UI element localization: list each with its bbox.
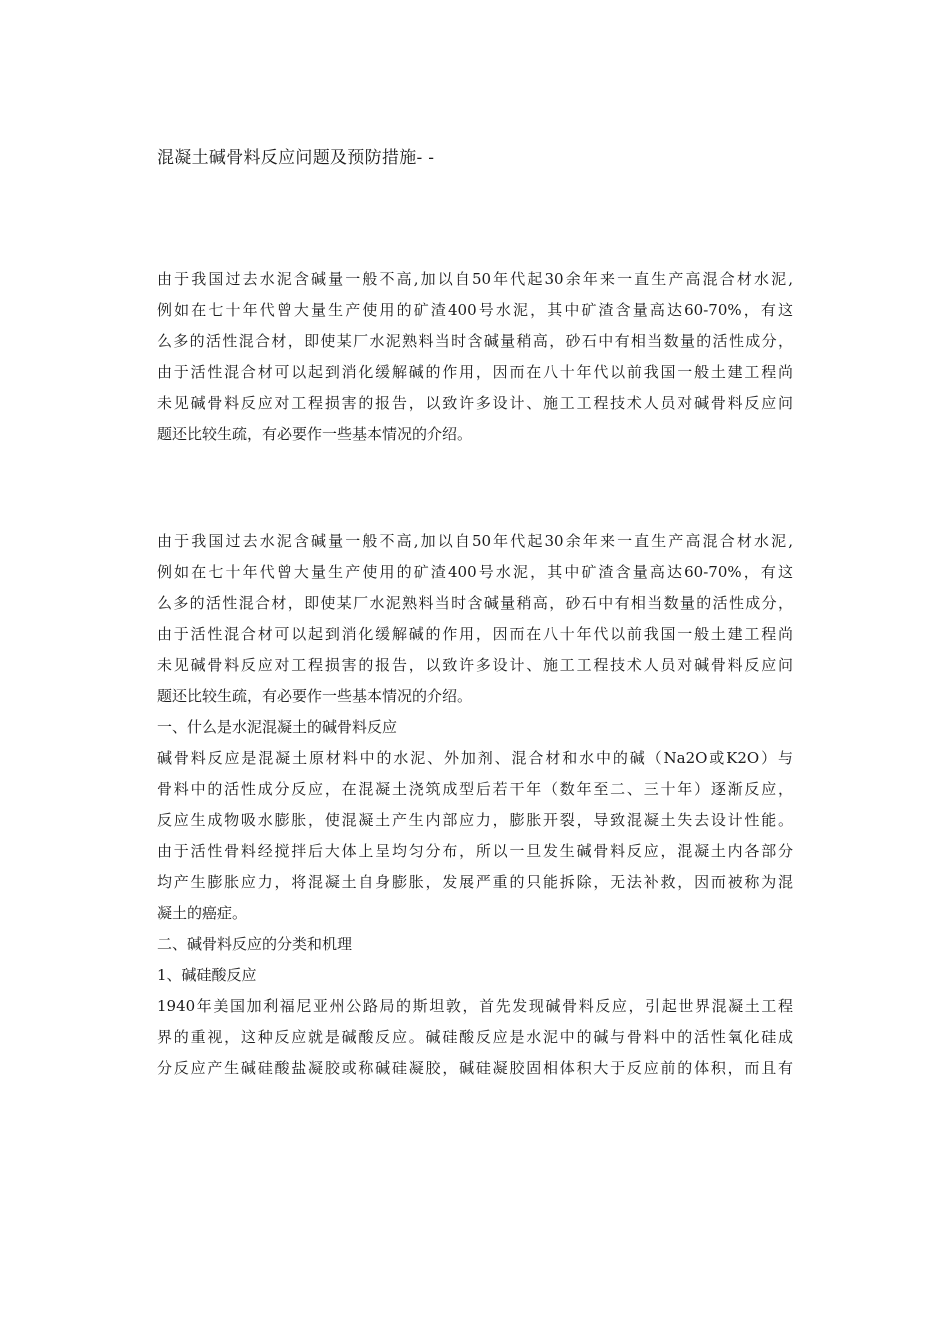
text-line: 由于活性混合材可以起到消化缓解碱的作用，因而在八十年代以前我国一般土建工程尚	[157, 363, 793, 381]
text-line: 例如在七十年代曾大量生产使用的矿渣400号水泥，其中矿渣含量高达60-70%，有这	[157, 301, 793, 319]
text-line: 碱骨料反应是混凝土原材料中的水泥、外加剂、混合材和水中的碱（Na2O或K2O）与	[157, 749, 793, 767]
text-line: 凝土的癌症。	[157, 904, 248, 922]
section-heading-2: 二、碱骨料反应的分类和机理	[157, 935, 353, 953]
text-line: 由于我国过去水泥含碱量一般不高,加以自50年代起30余年来一直生产高混合材水泥,	[157, 270, 793, 288]
text-line: 骨料中的活性成分反应，在混凝土浇筑成型后若干年（数年至二、三十年）逐渐反应，	[157, 780, 793, 798]
text-line: 么多的活性混合材，即使某厂水泥熟料当时含碱量稍高，砂石中有相当数量的活性成分，	[157, 594, 793, 612]
text-line: 题还比较生疏，有必要作一些基本情况的介绍。	[157, 687, 473, 705]
text-line: 么多的活性混合材，即使某厂水泥熟料当时含碱量稍高，砂石中有相当数量的活性成分，	[157, 332, 793, 350]
text-line: 未见碱骨料反应对工程损害的报告，以致许多设计、施工工程技术人员对碱骨料反应问	[157, 394, 793, 412]
text-line: 由于活性骨料经搅拌后大体上呈均匀分布，所以一旦发生碱骨料反应，混凝土内各部分	[157, 842, 793, 860]
section-heading-1: 一、什么是水泥混凝土的碱骨料反应	[157, 718, 398, 736]
text-line: 由于活性混合材可以起到消化缓解碱的作用，因而在八十年代以前我国一般土建工程尚	[157, 625, 793, 643]
text-line: 题还比较生疏，有必要作一些基本情况的介绍。	[157, 425, 473, 443]
text-line: 未见碱骨料反应对工程损害的报告，以致许多设计、施工工程技术人员对碱骨料反应问	[157, 656, 793, 674]
subsection-heading-1: 1、碱硅酸反应	[157, 966, 257, 984]
text-line: 1940年美国加利福尼亚州公路局的斯坦敦，首先发现碱骨料反应，引起世界混凝土工程	[157, 997, 793, 1015]
main-body	[157, 526, 793, 1084]
text-line: 由于我国过去水泥含碱量一般不高,加以自50年代起30余年来一直生产高混合材水泥,	[157, 532, 793, 550]
text-line: 界的重视，这种反应就是碱酸反应。碱硅酸反应是水泥中的碱与骨料中的活性氧化硅成	[157, 1028, 793, 1046]
paragraph-intro-1	[157, 264, 793, 450]
text-line: 反应生成物吸水膨胀，使混凝土产生内部应力，膨胀开裂，导致混凝土失去设计性能。	[157, 811, 793, 829]
document-title: 混凝土碱骨料反应问题及预防措施- -	[157, 148, 435, 168]
text-line: 分反应产生碱硅酸盐凝胶或称碱硅凝胶，碱硅凝胶固相体积大于反应前的体积，而且有	[157, 1059, 793, 1077]
text-line: 均产生膨胀应力，将混凝土自身膨胀，发展严重的只能拆除，无法补救，因而被称为混	[157, 873, 793, 891]
text-line: 例如在七十年代曾大量生产使用的矿渣400号水泥，其中矿渣含量高达60-70%，有这	[157, 563, 793, 581]
